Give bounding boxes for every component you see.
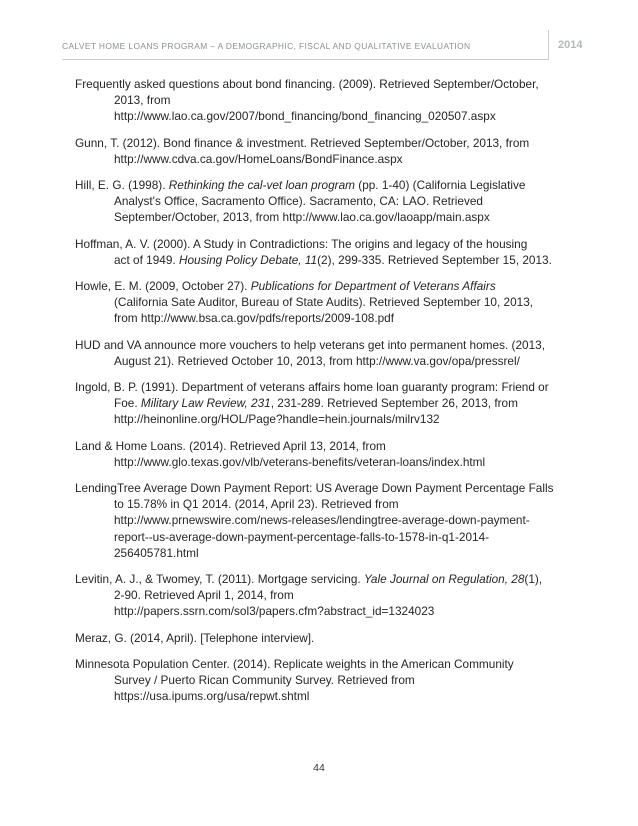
reference-text: Frequently asked questions about bond financing. (2009). Retrieved September/October,: [75, 77, 539, 91]
reference-line: [75, 571, 580, 587]
reference-list: [75, 76, 580, 705]
reference-text: http://www.glo.texas.gov/vlb/veterans-benefits/veteran-loans/index.html: [114, 454, 486, 469]
reference-line: [75, 587, 580, 603]
reference-entry: [75, 379, 580, 428]
reference-line: [75, 76, 580, 92]
reference-entry: [75, 337, 580, 369]
reference-entry: [75, 278, 580, 327]
reference-line: [75, 656, 580, 672]
reference-text: (pp. 1-40) (California Legislative: [354, 178, 526, 193]
reference-text: (2), 299-335. Retrieved September 15, 2013.: [317, 252, 552, 267]
reference-text: (1),: [524, 572, 543, 587]
reference-title-italic: Publications for Department of Veterans Affairs: [250, 279, 496, 294]
reference-line: [75, 353, 580, 369]
reference-line: [75, 672, 580, 688]
reference-line: [75, 411, 580, 427]
reference-line: [75, 252, 580, 268]
reference-entry: [75, 480, 580, 561]
reference-text: , 231-289. Retrieved September 26, 2013, from: [270, 396, 518, 411]
reference-title-italic: Housing Policy Debate, 11: [178, 252, 318, 267]
reference-text: September/October, 2013, from http://www.lao.ca.gov/laoapp/main.aspx: [114, 210, 490, 225]
reference-text: http://heinonline.org/HOL/Page?handle=hein.journals/milrv132: [114, 412, 440, 427]
reference-entry: [75, 135, 580, 167]
reference-text: LendingTree Average Down Payment Report: US Average Down Payment Percentage Falls: [75, 481, 554, 496]
reference-text: Land & Home Loans. (2014). Retrieved April 13, 2014, from: [75, 438, 386, 453]
reference-text: HUD and VA announce more vouchers to help veterans get into permanent homes. (2013,: [75, 337, 545, 352]
reference-title-italic: Military Law Review, 231: [140, 396, 271, 411]
reference-text: Meraz, G. (2014, April). [Telephone interview].: [75, 630, 315, 645]
header-rule: [62, 59, 548, 60]
reference-line: [75, 480, 580, 496]
reference-line: [75, 496, 580, 512]
reference-line: [75, 108, 580, 124]
reference-line: [75, 177, 580, 193]
reference-line: [75, 209, 580, 225]
reference-title-italic: Yale Journal on Regulation, 28: [363, 572, 525, 587]
reference-line: [75, 603, 580, 619]
reference-line: [75, 337, 580, 353]
reference-text: Survey / Puerto Rican Community Survey. Retrieved from: [114, 673, 415, 688]
reference-text: Analyst's Office, Sacramento Office). Sacramento, CA: LAO. Retrieved: [114, 194, 483, 209]
header-divider: [548, 30, 549, 60]
reference-line: [75, 438, 580, 454]
reference-line: [75, 278, 580, 294]
reference-text: August 21). Retrieved October 10, 2013, from http://www.va.gov/opa/pressrel/: [114, 353, 520, 368]
reference-text: https://usa.ipums.org/usa/repwt.shtml: [114, 689, 310, 704]
reference-entry: [75, 438, 580, 470]
reference-text: 2-90. Retrieved April 1, 2014, from: [114, 588, 294, 603]
reference-text: Ingold, B. P. (1991). Department of veterans affairs home loan guaranty program: Friend or: [75, 380, 549, 395]
page-header: [62, 30, 592, 64]
reference-text: act of 1949.: [114, 252, 179, 267]
running-header-title: CALVET HOME LOANS PROGRAM – A DEMOGRAPHIC, FISCAL AND QUALITATIVE EVALUATION: [62, 41, 471, 51]
page-number: 44: [313, 762, 325, 774]
reference-line: [75, 454, 580, 470]
reference-line: [75, 135, 580, 151]
reference-line: [75, 92, 580, 108]
reference-entry: [75, 630, 580, 646]
reference-text: to 15.78% in Q1 2014. (2014, April 23). Retrieved from: [114, 497, 399, 512]
reference-line: [75, 512, 580, 528]
reference-text: http://papers.ssrn.com/sol3/papers.cfm?abstract_id=1324023: [114, 604, 435, 619]
reference-title-italic: Rethinking the cal-vet loan program: [168, 178, 355, 193]
reference-text: http://www.cdva.ca.gov/HomeLoans/BondFinance.aspx: [114, 151, 403, 166]
reference-line: [75, 151, 580, 167]
reference-text: http://www.lao.ca.gov/2007/bond_financing/bond_financing_020507.aspx: [114, 109, 496, 124]
reference-text: Gunn, T. (2012). Bond finance & investment. Retrieved September/October, 2013, from: [75, 135, 530, 150]
reference-line: [75, 310, 580, 326]
reference-line: [75, 688, 580, 704]
reference-text: Hill, E. G. (1998).: [75, 178, 169, 193]
reference-text: Levitin, A. J., & Twomey, T. (2011). Mortgage servicing.: [75, 572, 364, 587]
reference-text: report--us-average-down-payment-percentage-falls-to-1578-in-q1-2014-: [114, 529, 490, 544]
reference-entry: [75, 76, 580, 125]
reference-text: Hoffman, A. V. (2000). A Study in Contradictions: The origins and legacy of the housing: [75, 236, 528, 251]
reference-line: [75, 630, 580, 646]
reference-line: [75, 395, 580, 411]
reference-entry: [75, 571, 580, 620]
reference-entry: [75, 656, 580, 705]
reference-text: Foe.: [114, 396, 141, 411]
reference-line: [75, 193, 580, 209]
reference-line: [75, 379, 580, 395]
running-header-year: 2014: [558, 39, 583, 51]
reference-text: 2013, from: [114, 93, 171, 108]
reference-line: [75, 236, 580, 252]
reference-line: [75, 545, 580, 561]
reference-text: http://www.prnewswire.com/news-releases/lendingtree-average-down-payment-: [114, 513, 530, 528]
reference-entry: [75, 177, 580, 226]
reference-text: Howle, E. M. (2009, October 27).: [75, 279, 251, 294]
reference-line: [75, 529, 580, 545]
reference-text: from http://www.bsa.ca.gov/pdfs/reports/2009-108.pdf: [114, 311, 394, 326]
reference-text: Minnesota Population Center. (2014). Replicate weights in the American Community: [75, 656, 514, 671]
reference-entry: [75, 236, 580, 268]
reference-text: (California Sate Auditor, Bureau of State Audits). Retrieved September 10, 2013,: [114, 295, 534, 310]
reference-text: 256405781.html: [114, 545, 199, 560]
reference-line: [75, 294, 580, 310]
